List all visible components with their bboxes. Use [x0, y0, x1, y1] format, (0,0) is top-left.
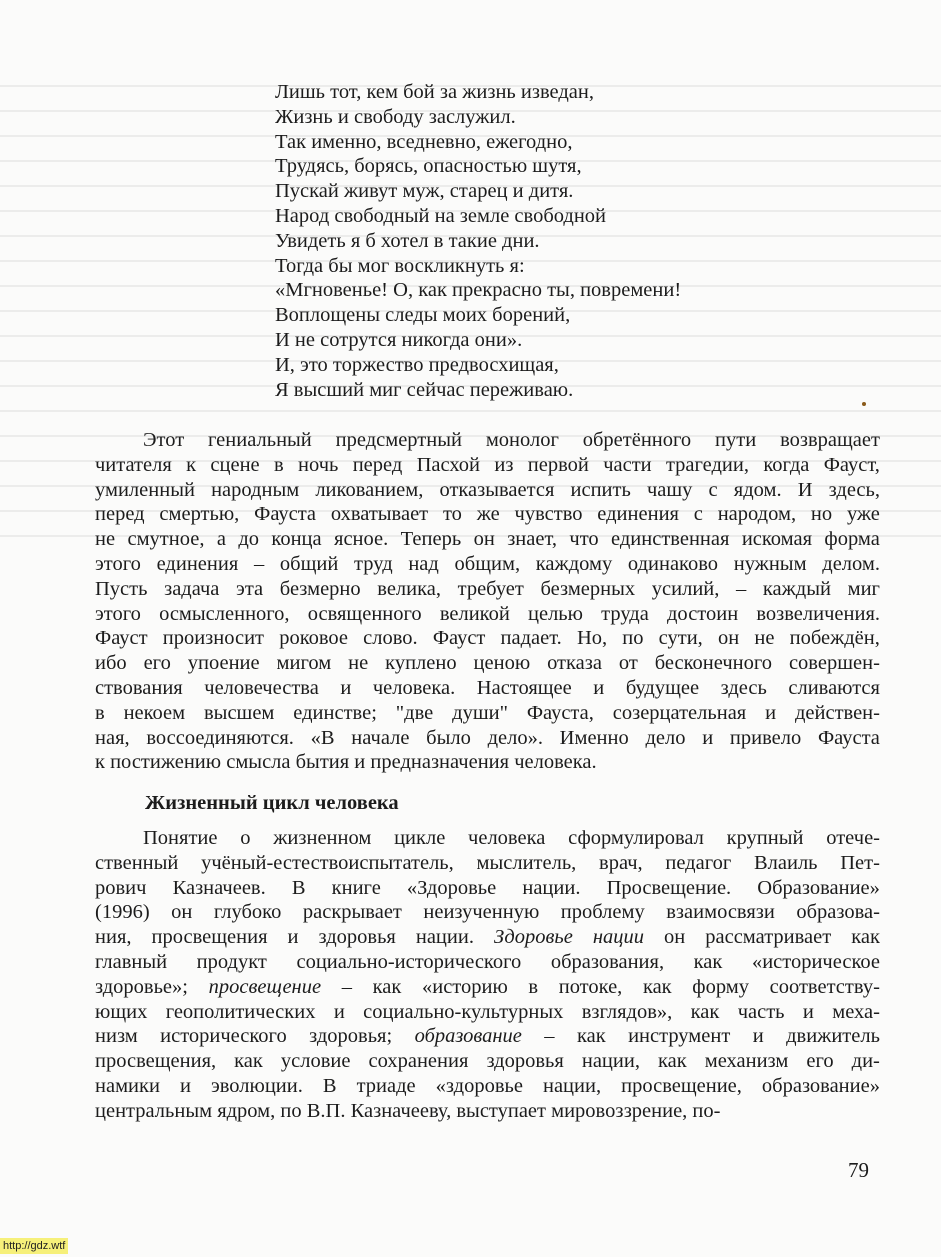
word: сцене [210, 453, 260, 476]
word: Фауст [432, 627, 486, 650]
word: ющих [95, 1000, 148, 1023]
word: созерцательная [612, 701, 747, 724]
word: отказывается [439, 478, 555, 501]
text-line [95, 626, 880, 651]
word: Настоящее [476, 676, 572, 699]
poem-line: Я высший миг сейчас переживаю. [275, 378, 574, 401]
text-line [95, 701, 880, 726]
word: и [340, 676, 352, 699]
poem-line: Так именно, вседневно, ежегодно, [275, 130, 573, 153]
text-segment: центральным ядром, по В.П. Казначееву, выступает мировоззрение, по- [95, 1099, 721, 1122]
word: действен- [794, 701, 880, 724]
word: просвещения, [95, 1050, 217, 1073]
word: безмерных [540, 577, 636, 600]
word: каждый [762, 577, 831, 600]
word: привело [729, 726, 802, 749]
word: мигом [276, 652, 332, 675]
text-line [95, 851, 880, 876]
text-line [95, 502, 880, 527]
word: цикле [394, 827, 446, 849]
word: В [291, 876, 306, 899]
word: нации. [522, 876, 581, 899]
poem-line: И не сотрутся никогда они». [275, 328, 523, 351]
word: ликованием, [315, 478, 424, 501]
word: нации. [415, 926, 474, 949]
word: здоровья; [309, 1025, 393, 1048]
word: Пасхой [416, 453, 481, 476]
word: испить [570, 478, 631, 501]
word: не [348, 652, 369, 675]
word: он [664, 926, 686, 949]
word: Фауст [95, 627, 148, 650]
word: перед [95, 503, 145, 526]
word: намики [95, 1074, 160, 1097]
word: Влаиль [753, 851, 818, 874]
word: «В [310, 726, 335, 749]
word: и [287, 926, 299, 949]
word: единстве; [293, 701, 377, 724]
word: исторического [160, 1025, 287, 1048]
poem-line: Народ свободный на земле свободной [275, 204, 607, 227]
word: этого [95, 552, 141, 575]
word: освященного [307, 602, 422, 625]
word: и [765, 701, 777, 724]
word: целью [528, 602, 583, 625]
word: триаде [356, 1074, 416, 1097]
word: потоке, [558, 975, 623, 998]
word: Именно [559, 726, 629, 749]
word: в [95, 701, 105, 724]
word: ценою [473, 652, 531, 675]
word: эволюции. [210, 1074, 303, 1097]
word: общий [279, 552, 339, 575]
poem-line: Лишь тот, кем бой за жизнь изведан, [275, 81, 594, 103]
word: инструмент [628, 1025, 731, 1048]
text-line [95, 453, 880, 478]
word: но [810, 503, 833, 526]
word: велика, [377, 577, 441, 600]
word: учёный-естествоиспытатель, [201, 851, 454, 874]
word: Просвещение. [606, 876, 732, 899]
word: возвеличения. [756, 602, 880, 625]
word: первой [527, 453, 589, 476]
word: уже [846, 503, 880, 526]
word: гениальный [208, 429, 312, 451]
word: трагедии, [665, 453, 749, 476]
word: одинаково [627, 552, 719, 575]
word: и [179, 1074, 191, 1097]
word: усилий, [651, 577, 720, 600]
word: меха- [832, 1000, 880, 1023]
word: здесь [720, 676, 767, 699]
word: ди- [851, 1050, 880, 1073]
word: народом, [717, 503, 797, 526]
word: некоем [123, 701, 186, 724]
word: Но, [576, 627, 608, 650]
word: Фауста [254, 503, 317, 526]
text-line [95, 651, 880, 676]
word: крупный [726, 827, 804, 849]
word: высшем [204, 701, 275, 724]
word: о [240, 827, 251, 849]
word: чашу [646, 478, 693, 501]
word: Фауста, [526, 701, 594, 724]
word: здоровья [486, 1050, 564, 1073]
word: сохранения [368, 1050, 469, 1073]
poem-line: Пускай живут муж, старец и дитя. [275, 180, 574, 203]
word: то [442, 503, 462, 526]
word: смутное, [127, 528, 205, 551]
word: врач, [599, 851, 643, 874]
word: его [806, 1050, 834, 1073]
word: он [171, 901, 193, 924]
poem-line: Трудясь, борясь, опасностью шутя, [275, 155, 582, 178]
word: души" [452, 701, 508, 724]
text-line [95, 726, 880, 751]
word: рассматривает [705, 926, 832, 949]
word: по [622, 627, 644, 650]
word: нации, [581, 1050, 640, 1073]
word: осмысленного, [159, 602, 290, 625]
word: взаимосвязи [666, 901, 775, 924]
word: воссоединяются. [146, 726, 294, 749]
word: взглядов», [581, 1000, 673, 1023]
word: Фауст, [823, 453, 880, 476]
word: ная, [95, 726, 130, 749]
word: было [426, 726, 471, 749]
word: и [702, 726, 714, 749]
text-line [95, 975, 880, 1000]
word: ядом. [733, 478, 782, 501]
word: Теперь [400, 528, 462, 551]
word: этого [95, 602, 141, 625]
word: искомая [741, 528, 813, 551]
word: безмерно [279, 577, 361, 600]
word: смертью, [159, 503, 240, 526]
word: до [238, 528, 260, 551]
text-line [95, 1099, 880, 1124]
word: человека [468, 827, 546, 849]
text-line [95, 826, 880, 851]
word: ния, [95, 926, 132, 949]
paragraph-faust-monologue [95, 428, 880, 775]
word: как [851, 926, 880, 949]
word: нации [592, 926, 645, 949]
text-line [95, 876, 880, 901]
word: жизненном [273, 827, 372, 849]
word: форму [692, 975, 749, 998]
word: в [528, 975, 539, 998]
word: дело [645, 726, 686, 749]
word: в [273, 453, 284, 476]
word: (1996) [95, 901, 150, 924]
poem-line: «Мгновенье! О, как прекрасно ты, повремени! [275, 279, 682, 302]
word: миг [847, 577, 880, 600]
word: не [95, 528, 116, 551]
word: не [754, 627, 775, 650]
word: геополитических [165, 1000, 316, 1023]
word: нации, [542, 1074, 602, 1097]
word: здоровья [318, 926, 396, 949]
word: великой [439, 602, 510, 625]
word: а [216, 528, 226, 551]
word: раскрывает [302, 901, 402, 924]
word: «историческое [751, 950, 880, 973]
text-line [95, 602, 880, 627]
word: общим, [454, 552, 521, 575]
word: народным [211, 478, 300, 501]
word: умиленный [95, 478, 195, 501]
word: эта [236, 577, 264, 600]
paragraph-life-cycle [95, 826, 880, 1124]
word: знает, [507, 528, 557, 551]
word: и [802, 1000, 814, 1023]
ink-speck [862, 402, 866, 406]
word: единения [156, 552, 239, 575]
word: будущее [625, 676, 700, 699]
watermark-link[interactable]: http://gdz.wtf [0, 1238, 68, 1254]
word: произносит [162, 627, 265, 650]
text-line [95, 552, 880, 577]
word: достоин [667, 602, 739, 625]
word: просвещение, [621, 1074, 742, 1097]
word: Пет- [840, 851, 880, 874]
word: мыслитель, [476, 851, 577, 874]
word: с [693, 503, 703, 526]
word: делом. [822, 552, 880, 575]
word: слово. [363, 627, 418, 650]
word: как [642, 975, 672, 998]
word: И [797, 478, 813, 501]
word: соответству- [769, 975, 880, 998]
word: конца [271, 528, 322, 551]
text-segment: к постижению смысла бытия и предназначения человека. [95, 751, 597, 774]
word: пути [715, 429, 757, 451]
word: педагог [665, 851, 732, 874]
poem-line: Жизнь и свободу заслужил. [275, 105, 516, 128]
word: начале [351, 726, 410, 749]
word: главный [95, 950, 168, 973]
word: над [408, 552, 439, 575]
word: от [618, 652, 638, 675]
poem-line: Воплощены следы моих борений, [275, 304, 571, 327]
word: монолог [485, 429, 559, 451]
word: куплено [385, 652, 457, 675]
word: здесь, [828, 478, 880, 501]
word: глубоко [213, 901, 282, 924]
page-number: 79 [848, 1158, 869, 1182]
word: как [657, 1050, 687, 1073]
word: его [143, 652, 171, 675]
poem-line: Тогда бы мог воскликнуть я: [275, 254, 525, 277]
word: ибо [95, 652, 127, 675]
word: Этот [143, 429, 185, 451]
word: – [544, 1025, 555, 1048]
word: часть [737, 1000, 785, 1023]
word: с [708, 478, 718, 501]
word: – [253, 552, 265, 575]
word: требует [457, 577, 524, 600]
word: человечества [204, 676, 319, 699]
word: как [372, 975, 402, 998]
word: Пусть [95, 577, 148, 600]
word: здоровье»; [95, 975, 188, 998]
text-line [95, 1074, 880, 1099]
word: человека. [372, 676, 456, 699]
word: – [341, 975, 352, 998]
word: «Здоровье [406, 876, 497, 899]
word: возвращает [780, 429, 880, 451]
word: образова- [796, 901, 880, 924]
word: неизученную [423, 901, 540, 924]
word: низм [95, 1025, 138, 1048]
word: единения [597, 503, 679, 526]
word: как [234, 1050, 263, 1073]
word: ственный [95, 851, 179, 874]
word: В [322, 1074, 337, 1097]
poem-line: Увидеть я б хотел в такие дни. [275, 229, 540, 252]
word: единственная [611, 528, 730, 551]
word: "две [395, 701, 434, 724]
word: рович [95, 876, 147, 899]
word: как [690, 1000, 720, 1023]
text-line [95, 925, 880, 950]
word: чувство [514, 503, 583, 526]
section-heading: Жизненный цикл человека [145, 792, 399, 814]
word: дело». [487, 726, 543, 749]
text-line [95, 1049, 880, 1074]
word: охватывает [330, 503, 429, 526]
poem-line: И, это торжество предвосхищая, [275, 353, 559, 376]
word: сливаются [788, 676, 880, 699]
word: совершен- [788, 652, 880, 675]
word: Фауста [817, 726, 880, 749]
word: сути, [658, 627, 703, 650]
word: проблему [560, 901, 645, 924]
word: как [576, 1025, 606, 1048]
word: и [333, 1000, 345, 1023]
text-line [95, 900, 880, 925]
word: отече- [826, 827, 880, 849]
word: Образование» [757, 876, 880, 899]
word: Здоровье [493, 926, 573, 949]
word: образование» [761, 1074, 880, 1097]
word: когда [763, 453, 810, 476]
word: части [603, 453, 652, 476]
word: Понятие [143, 827, 218, 849]
word: же [476, 503, 500, 526]
word: обретённого [582, 429, 692, 451]
word: форма [824, 528, 880, 551]
text-line [95, 1024, 880, 1049]
word: условие [280, 1050, 351, 1073]
word: бесконечного [654, 652, 773, 675]
word: «историю [421, 975, 508, 998]
word: просвещение [208, 975, 322, 998]
word: просвещения [151, 926, 268, 949]
word: он [473, 528, 495, 551]
word: читателя [95, 453, 172, 476]
word: ясное. [334, 528, 389, 551]
word: образование [414, 1025, 522, 1048]
word: отказа [547, 652, 602, 675]
word: что [569, 528, 599, 551]
word: к [186, 453, 197, 476]
word: социально-исторического [296, 950, 522, 973]
word: и [593, 676, 605, 699]
word: сформулировал [568, 827, 704, 849]
text-line [95, 1000, 880, 1025]
text-line [95, 577, 880, 602]
text-line [95, 478, 880, 503]
word: роковое [279, 627, 348, 650]
word: и [752, 1025, 764, 1048]
text-line [95, 750, 880, 775]
word: падает. [500, 627, 562, 650]
word: – [736, 577, 747, 600]
text-line [95, 676, 880, 701]
word: нужным [733, 552, 807, 575]
word: труда [601, 602, 649, 625]
word: побеждён, [789, 627, 880, 650]
word: предсмертный [335, 429, 462, 451]
word: ствования [95, 676, 183, 699]
word: задача [164, 577, 220, 600]
word: книге [331, 876, 381, 899]
word: из [494, 453, 514, 476]
word: упоение [187, 652, 260, 675]
word: образования, [550, 950, 665, 973]
word: движитель [786, 1025, 880, 1048]
word: Казначеев. [172, 876, 266, 899]
word: труд [354, 552, 393, 575]
text-line [95, 950, 880, 975]
word: продукт [196, 950, 267, 973]
word: ночь [298, 453, 339, 476]
word: перед [352, 453, 403, 476]
word: механизм [704, 1050, 789, 1073]
word: он [717, 627, 740, 650]
word: каждому [535, 552, 613, 575]
word: социально-культурных [363, 1000, 564, 1023]
text-line [95, 428, 880, 453]
text-line [95, 527, 880, 552]
word: как [693, 950, 723, 973]
poem-excerpt [275, 80, 681, 402]
word: «здоровье [435, 1074, 523, 1097]
